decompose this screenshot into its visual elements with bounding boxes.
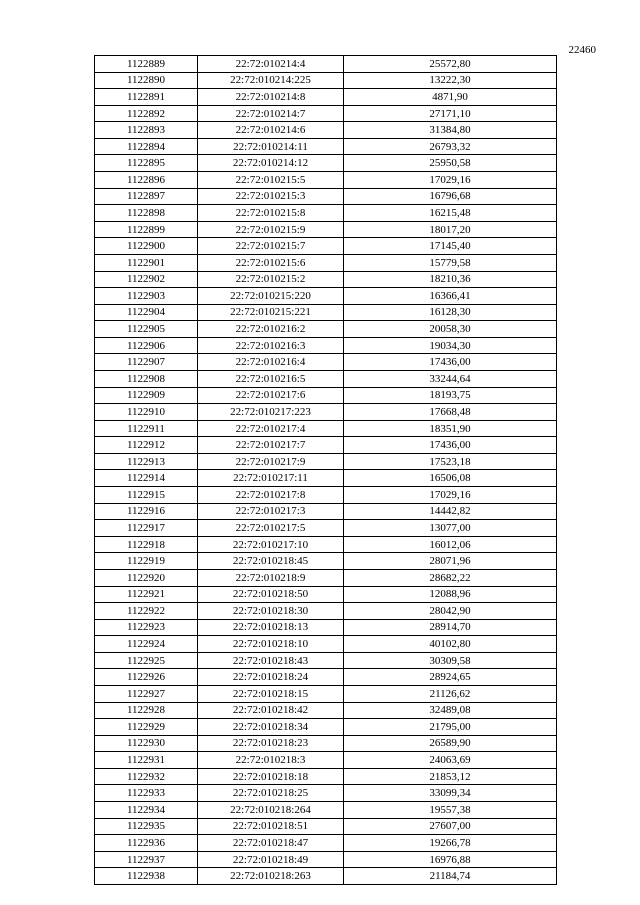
- table-row: [95, 768, 557, 785]
- value-cell: 17029,16: [344, 487, 557, 504]
- table-row: [95, 619, 557, 636]
- value-cell: 33244,64: [344, 370, 557, 387]
- table-row: [95, 785, 557, 802]
- cadastral-number-cell: 22:72:010218:13: [198, 619, 344, 636]
- row-number-cell: 1122913: [95, 453, 198, 470]
- row-number-cell: 1122937: [95, 851, 198, 868]
- table-row: [95, 470, 557, 487]
- value-cell: 27171,10: [344, 105, 557, 122]
- row-number-cell: 1122908: [95, 370, 198, 387]
- value-cell: 14442,82: [344, 503, 557, 520]
- value-cell: 17523,18: [344, 453, 557, 470]
- table-row: [95, 304, 557, 321]
- row-number-cell: 1122897: [95, 188, 198, 205]
- table-row: [95, 652, 557, 669]
- page-number: 22460: [568, 44, 596, 56]
- table-row: [95, 172, 557, 189]
- row-number-cell: 1122938: [95, 868, 198, 885]
- cadastral-number-cell: 22:72:010218:49: [198, 851, 344, 868]
- cadastral-number-cell: 22:72:010218:47: [198, 835, 344, 852]
- row-number-cell: 1122892: [95, 105, 198, 122]
- table-row: [95, 835, 557, 852]
- row-number-cell: 1122899: [95, 221, 198, 238]
- cadastral-number-cell: 22:72:010216:3: [198, 337, 344, 354]
- cadastral-number-cell: 22:72:010215:6: [198, 254, 344, 271]
- value-cell: 12088,96: [344, 586, 557, 603]
- value-cell: 17436,00: [344, 437, 557, 454]
- table-row: [95, 851, 557, 868]
- value-cell: 27607,00: [344, 818, 557, 835]
- value-cell: 16796,68: [344, 188, 557, 205]
- cadastral-number-cell: 22:72:010215:5: [198, 172, 344, 189]
- value-cell: 15779,58: [344, 254, 557, 271]
- value-cell: 21795,00: [344, 719, 557, 736]
- cadastral-number-cell: 22:72:010215:7: [198, 238, 344, 255]
- table-row: [95, 354, 557, 371]
- value-cell: 4871,90: [344, 89, 557, 106]
- row-number-cell: 1122920: [95, 569, 198, 586]
- row-number-cell: 1122927: [95, 685, 198, 702]
- cadastral-number-cell: 22:72:010218:34: [198, 719, 344, 736]
- row-number-cell: 1122931: [95, 752, 198, 769]
- row-number-cell: 1122919: [95, 553, 198, 570]
- value-cell: 40102,80: [344, 636, 557, 653]
- value-cell: 18210,36: [344, 271, 557, 288]
- cadastral-number-cell: 22:72:010214:11: [198, 138, 344, 155]
- cadastral-number-cell: 22:72:010218:10: [198, 636, 344, 653]
- row-number-cell: 1122928: [95, 702, 198, 719]
- table-row: [95, 569, 557, 586]
- table-row: [95, 221, 557, 238]
- value-cell: 28682,22: [344, 569, 557, 586]
- value-cell: 24063,69: [344, 752, 557, 769]
- row-number-cell: 1122904: [95, 304, 198, 321]
- row-number-cell: 1122917: [95, 520, 198, 537]
- row-number-cell: 1122926: [95, 669, 198, 686]
- cadastral-number-cell: 22:72:010214:4: [198, 56, 344, 73]
- value-cell: 16128,30: [344, 304, 557, 321]
- row-number-cell: 1122912: [95, 437, 198, 454]
- row-number-cell: 1122911: [95, 420, 198, 437]
- value-cell: 18193,75: [344, 387, 557, 404]
- row-number-cell: 1122909: [95, 387, 198, 404]
- value-cell: 19266,78: [344, 835, 557, 852]
- row-number-cell: 1122907: [95, 354, 198, 371]
- table-row: [95, 735, 557, 752]
- table-row: [95, 205, 557, 222]
- cadastral-number-cell: 22:72:010218:9: [198, 569, 344, 586]
- table-row: [95, 818, 557, 835]
- cadastral-number-cell: 22:72:010218:264: [198, 802, 344, 819]
- cadastral-number-cell: 22:72:010216:5: [198, 370, 344, 387]
- cadastral-number-cell: 22:72:010215:9: [198, 221, 344, 238]
- value-cell: 28042,90: [344, 603, 557, 620]
- row-number-cell: 1122918: [95, 536, 198, 553]
- row-number-cell: 1122936: [95, 835, 198, 852]
- row-number-cell: 1122915: [95, 487, 198, 504]
- row-number-cell: 1122894: [95, 138, 198, 155]
- row-number-cell: 1122934: [95, 802, 198, 819]
- value-cell: 13077,00: [344, 520, 557, 537]
- cadastral-number-cell: 22:72:010215:2: [198, 271, 344, 288]
- value-cell: 19557,38: [344, 802, 557, 819]
- table-row: [95, 586, 557, 603]
- cadastral-number-cell: 22:72:010217:3: [198, 503, 344, 520]
- row-number-cell: 1122902: [95, 271, 198, 288]
- table-row: [95, 437, 557, 454]
- row-number-cell: 1122933: [95, 785, 198, 802]
- table-row: [95, 138, 557, 155]
- row-number-cell: 1122895: [95, 155, 198, 172]
- table-row: [95, 56, 557, 73]
- cadastral-number-cell: 22:72:010217:5: [198, 520, 344, 537]
- cadastral-number-cell: 22:72:010218:51: [198, 818, 344, 835]
- cadastral-number-cell: 22:72:010217:9: [198, 453, 344, 470]
- row-number-cell: 1122903: [95, 288, 198, 305]
- cadastral-number-cell: 22:72:010215:3: [198, 188, 344, 205]
- value-cell: 31384,80: [344, 122, 557, 139]
- registry-table: [94, 55, 557, 885]
- row-number-cell: 1122929: [95, 719, 198, 736]
- value-cell: 25572,80: [344, 56, 557, 73]
- cadastral-number-cell: 22:72:010217:6: [198, 387, 344, 404]
- table-row: [95, 238, 557, 255]
- row-number-cell: 1122889: [95, 56, 198, 73]
- value-cell: 19034,30: [344, 337, 557, 354]
- value-cell: 16976,88: [344, 851, 557, 868]
- table-row: [95, 387, 557, 404]
- cadastral-number-cell: 22:72:010217:223: [198, 404, 344, 421]
- table-row: [95, 404, 557, 421]
- table-row: [95, 702, 557, 719]
- value-cell: 17436,00: [344, 354, 557, 371]
- table-row: [95, 188, 557, 205]
- row-number-cell: 1122932: [95, 768, 198, 785]
- table-row: [95, 122, 557, 139]
- value-cell: 17029,16: [344, 172, 557, 189]
- table-row: [95, 321, 557, 338]
- cadastral-number-cell: 22:72:010217:10: [198, 536, 344, 553]
- value-cell: 16366,41: [344, 288, 557, 305]
- cadastral-number-cell: 22:72:010218:45: [198, 553, 344, 570]
- table-row: [95, 155, 557, 172]
- row-number-cell: 1122914: [95, 470, 198, 487]
- cadastral-number-cell: 22:72:010218:50: [198, 586, 344, 603]
- table-row: [95, 288, 557, 305]
- row-number-cell: 1122901: [95, 254, 198, 271]
- value-cell: 26793,32: [344, 138, 557, 155]
- table-row: [95, 603, 557, 620]
- row-number-cell: 1122923: [95, 619, 198, 636]
- row-number-cell: 1122898: [95, 205, 198, 222]
- row-number-cell: 1122905: [95, 321, 198, 338]
- value-cell: 16215,48: [344, 205, 557, 222]
- value-cell: 26589,90: [344, 735, 557, 752]
- row-number-cell: 1122930: [95, 735, 198, 752]
- row-number-cell: 1122906: [95, 337, 198, 354]
- cadastral-number-cell: 22:72:010216:2: [198, 321, 344, 338]
- value-cell: 20058,30: [344, 321, 557, 338]
- value-cell: 33099,34: [344, 785, 557, 802]
- cadastral-number-cell: 22:72:010214:7: [198, 105, 344, 122]
- cadastral-number-cell: 22:72:010218:42: [198, 702, 344, 719]
- cadastral-number-cell: 22:72:010218:263: [198, 868, 344, 885]
- table-row: [95, 72, 557, 89]
- row-number-cell: 1122900: [95, 238, 198, 255]
- row-number-cell: 1122924: [95, 636, 198, 653]
- cadastral-number-cell: 22:72:010218:23: [198, 735, 344, 752]
- value-cell: 18017,20: [344, 221, 557, 238]
- table-row: [95, 503, 557, 520]
- cadastral-number-cell: 22:72:010215:221: [198, 304, 344, 321]
- table-row: [95, 802, 557, 819]
- cadastral-number-cell: 22:72:010218:43: [198, 652, 344, 669]
- table-row: [95, 487, 557, 504]
- table-row: [95, 719, 557, 736]
- cadastral-number-cell: 22:72:010218:3: [198, 752, 344, 769]
- table-row: [95, 89, 557, 106]
- row-number-cell: 1122891: [95, 89, 198, 106]
- table-row: [95, 752, 557, 769]
- row-number-cell: 1122922: [95, 603, 198, 620]
- table-body: [95, 56, 557, 885]
- cadastral-number-cell: 22:72:010218:24: [198, 669, 344, 686]
- table-row: [95, 868, 557, 885]
- cadastral-number-cell: 22:72:010218:15: [198, 685, 344, 702]
- value-cell: 17668,48: [344, 404, 557, 421]
- cadastral-number-cell: 22:72:010218:18: [198, 768, 344, 785]
- row-number-cell: 1122925: [95, 652, 198, 669]
- table-row: [95, 271, 557, 288]
- table-row: [95, 420, 557, 437]
- cadastral-number-cell: 22:72:010218:25: [198, 785, 344, 802]
- row-number-cell: 1122893: [95, 122, 198, 139]
- cadastral-number-cell: 22:72:010217:4: [198, 420, 344, 437]
- cadastral-number-cell: 22:72:010214:225: [198, 72, 344, 89]
- table-row: [95, 685, 557, 702]
- table-row: [95, 553, 557, 570]
- table-row: [95, 636, 557, 653]
- table-row: [95, 254, 557, 271]
- value-cell: 21853,12: [344, 768, 557, 785]
- table-row: [95, 669, 557, 686]
- value-cell: 16506,08: [344, 470, 557, 487]
- value-cell: 25950,58: [344, 155, 557, 172]
- cadastral-number-cell: 22:72:010215:8: [198, 205, 344, 222]
- value-cell: 17145,40: [344, 238, 557, 255]
- cadastral-number-cell: 22:72:010216:4: [198, 354, 344, 371]
- row-number-cell: 1122910: [95, 404, 198, 421]
- row-number-cell: 1122916: [95, 503, 198, 520]
- value-cell: 18351,90: [344, 420, 557, 437]
- table-row: [95, 520, 557, 537]
- cadastral-number-cell: 22:72:010217:8: [198, 487, 344, 504]
- table-row: [95, 105, 557, 122]
- value-cell: 28071,96: [344, 553, 557, 570]
- cadastral-number-cell: 22:72:010215:220: [198, 288, 344, 305]
- row-number-cell: 1122896: [95, 172, 198, 189]
- cadastral-number-cell: 22:72:010217:7: [198, 437, 344, 454]
- row-number-cell: 1122921: [95, 586, 198, 603]
- value-cell: 21184,74: [344, 868, 557, 885]
- table-row: [95, 337, 557, 354]
- row-number-cell: 1122890: [95, 72, 198, 89]
- value-cell: 28914,70: [344, 619, 557, 636]
- value-cell: 13222,30: [344, 72, 557, 89]
- value-cell: 21126,62: [344, 685, 557, 702]
- value-cell: 32489,08: [344, 702, 557, 719]
- cadastral-number-cell: 22:72:010218:30: [198, 603, 344, 620]
- cadastral-number-cell: 22:72:010214:12: [198, 155, 344, 172]
- value-cell: 30309,58: [344, 652, 557, 669]
- cadastral-number-cell: 22:72:010214:6: [198, 122, 344, 139]
- table-row: [95, 370, 557, 387]
- cadastral-number-cell: 22:72:010214:8: [198, 89, 344, 106]
- row-number-cell: 1122935: [95, 818, 198, 835]
- value-cell: 28924,65: [344, 669, 557, 686]
- table-row: [95, 453, 557, 470]
- value-cell: 16012,06: [344, 536, 557, 553]
- table-row: [95, 536, 557, 553]
- cadastral-number-cell: 22:72:010217:11: [198, 470, 344, 487]
